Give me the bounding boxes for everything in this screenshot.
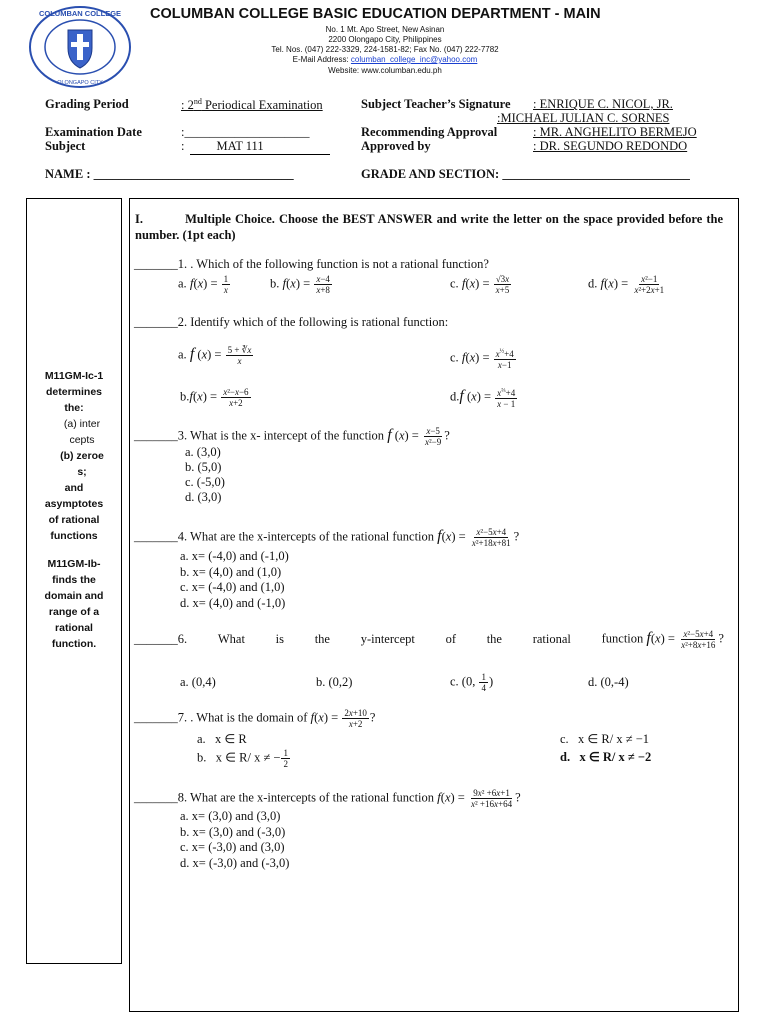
address-line-1: No. 1 Mt. Apo Street, New Asinan	[325, 25, 445, 34]
q2-option-d[interactable]: d.f (x) = $\frac{x^{\frac{2}{3}}+4}{x - 1}$	[450, 387, 516, 409]
q8-option-b[interactable]: b. x= (3,0) and (-3,0)	[180, 824, 286, 839]
q3-option-a[interactable]: a. (3,0)	[185, 445, 221, 459]
competency-1b-line: (b) zeroe	[60, 450, 104, 462]
q6-option-c[interactable]: c. (0, $\frac{1}{4}$ )	[450, 672, 494, 693]
competency-1a-line: (a) inter	[63, 418, 101, 430]
question-6: _______6. What is the y-intercept of the rational function f(x) = $\frac{\text{x²−5x+4}}{\text{x²+8x+16}}$ ?	[134, 629, 724, 650]
grading-period-label: Grading Period	[45, 97, 129, 111]
seal-top-text: COLUMBAN COLLEGE	[38, 9, 122, 18]
school-seal	[24, 4, 136, 90]
exam-date-value: :____________________	[181, 125, 310, 139]
q4-options	[180, 549, 289, 611]
q8-option-a[interactable]: a. x= (3,0) and (3,0)	[180, 809, 281, 823]
question-4-text: _______4. What are the x-intercepts of the rational function	[134, 529, 435, 544]
recommending-approval-label: Recommending Approval	[361, 125, 498, 139]
q6-word: the	[486, 632, 502, 646]
q8-option-c[interactable]: c. x= (-3,0) and (3,0)	[180, 840, 285, 854]
subject-label: Subject	[45, 139, 86, 153]
q7-option-a[interactable]: a. x ∈ R	[197, 732, 247, 746]
competency-2-line: finds the	[52, 574, 96, 586]
q3-option-c[interactable]: c. (-5,0)	[185, 475, 225, 489]
email-label: E-Mail Address:	[292, 55, 349, 64]
competency-1-line: the:	[64, 402, 84, 414]
q6-option-b[interactable]: b. (0,2)	[316, 675, 353, 689]
q6-option-c-text: c. (0,	[450, 674, 476, 689]
q4-option-d[interactable]: d. x= (4,0) and (-1,0)	[180, 595, 286, 610]
question-3: _______3. What is the x- intercept of the function f (x) = $\frac{x-5}{\text{x²−9}}$ ?	[134, 426, 450, 447]
email-link[interactable]: columban_college_inc@yahoo.com	[350, 55, 478, 64]
q8-options	[180, 809, 289, 871]
q3-options	[185, 445, 225, 505]
teacher-name-1: : ENRIQUE C. NICOL, JR.	[533, 97, 673, 111]
q6-word: is	[275, 632, 284, 646]
competency-1a	[42, 416, 122, 448]
q1-option-d[interactable]: d. f(x) = $\frac{\text{x²−1}}{\text{x²+2x+1}}$	[588, 274, 665, 295]
q8-option-d[interactable]: d. x= (-3,0) and (-3,0)	[180, 855, 290, 870]
q4-option-b[interactable]: b. x= (4,0) and (1,0)	[180, 564, 282, 579]
recommending-approval-value: : MR. ANGHELITO BERMEJO	[533, 125, 697, 139]
q7-option-d[interactable]: d. x ∈ R/ x ≠ −2	[560, 750, 652, 764]
q3-option-d[interactable]: d. (3,0)	[185, 490, 222, 504]
q7-option-c[interactable]: c. x ∈ R/ x ≠ −1	[560, 732, 650, 746]
subject-value-row: : MAT 111	[181, 139, 330, 155]
competency-2	[27, 556, 121, 652]
approved-by-label: Approved by	[361, 139, 431, 153]
question-7: _______7. . What is the domain of f(x) = $\frac{2x+10}{x+2}$ ?	[134, 708, 376, 729]
teacher-name-2: :MICHAEL JULIAN C. SORNES	[497, 111, 670, 125]
competency-1c-line: asymptotes	[44, 498, 104, 510]
seal-bottom-text: OLONGAPO CITY	[57, 80, 103, 86]
question-4: _______4. What are the x-intercepts of the rational function f(x) = $\frac{\text{x²−5x+4}}{\text{x²+18x+81}}$ ?	[134, 527, 520, 548]
q2-option-b[interactable]: b.f(x) = $\frac{\text{x²−x−6}}{x+2}$	[180, 387, 249, 408]
competency-2-line: domain and	[44, 590, 104, 602]
question-3-text: _______3. What is the x- intercept of the function	[134, 428, 385, 443]
q6-word: _______6.	[134, 632, 188, 646]
competency-1b-line: s;	[77, 466, 87, 478]
instructions-number: I.	[135, 212, 143, 226]
phone-line: Tel. Nos. (047) 222-3329, 224-1581-82; Fax No. (047) 222-7782	[271, 45, 499, 54]
competency-1c-line: functions	[50, 530, 98, 542]
competency-1	[27, 368, 121, 416]
q6-option-a[interactable]: a. (0,4)	[180, 675, 216, 689]
question-1: _______1. . Which of the following function is not a rational function?	[134, 257, 489, 271]
competency-1a-line: cepts	[69, 434, 95, 446]
teacher-signature-label: Subject Teacher’s Signature	[361, 97, 511, 111]
competency-1-code: M11GM-Ic-1	[44, 370, 104, 382]
q6-word: What	[217, 632, 245, 646]
competency-1c	[27, 480, 121, 544]
competency-2-line: rational	[55, 622, 93, 634]
competency-1c-line: and	[64, 482, 84, 494]
competency-1b	[42, 448, 122, 480]
email-line	[170, 55, 600, 66]
q6-word: y-intercept	[360, 632, 415, 646]
school-title: COLUMBAN COLLEGE BASIC EDUCATION DEPARTMENT - MAIN	[150, 6, 601, 22]
q6-word: of	[445, 632, 456, 646]
q1-option-c[interactable]: c. f(x) = $\frac{√3x}{x+5}$	[450, 274, 510, 295]
q4-option-a[interactable]: a. x= (-4,0) and (-1,0)	[180, 549, 289, 563]
competency-2-line: function.	[51, 638, 97, 650]
address-line-2: 2200 Olongapo City, Philippines	[328, 35, 442, 44]
competency-1-line: determines	[45, 386, 103, 398]
competency-2-line: range of a	[48, 606, 100, 618]
q2-option-a[interactable]: a. f (x) = $\frac{5 + ∛x}{x}$	[178, 345, 252, 366]
q6-word: the	[314, 632, 330, 646]
q4-option-c[interactable]: c. x= (-4,0) and (1,0)	[180, 580, 285, 594]
approved-by-value: : DR. SEGUNDO REDONDO	[533, 139, 688, 153]
q3-option-b[interactable]: b. (5,0)	[185, 460, 222, 474]
subject-value: MAT 111	[190, 139, 330, 155]
question-2: _______2. Identify which of the following is rational function:	[134, 315, 449, 329]
q6-word: function	[601, 631, 644, 646]
name-field[interactable]: NAME : ________________________________	[45, 167, 294, 181]
q6-option-d[interactable]: d. (0,-4)	[588, 675, 629, 689]
grading-period-value: : 2nd Periodical Examination	[181, 97, 323, 113]
instructions-text: Multiple Choice. Choose the BEST ANSWER and write the letter on the space provided before the number. (1pt each)	[135, 212, 723, 242]
question-8: _______8. What are the x-intercepts of the rational function f(x) = $\frac{\text{9x² +6x+1}}{\text{x² +16x+64}}$ ?	[134, 788, 521, 809]
competency-2-code: M11GM-Ib-	[47, 558, 101, 570]
q7-option-b[interactable]: b. x ∈ R/ x ≠ − $\frac{1}{2}$	[197, 748, 288, 769]
q1-option-a[interactable]: a. f(x) = $\frac{1}{x}$	[178, 274, 229, 295]
competency-1c-line: of rational	[48, 514, 100, 526]
website-line: Website: www.columban.edu.ph	[328, 66, 442, 75]
instructions	[135, 211, 723, 243]
q1-option-b[interactable]: b. f(x) = $\frac{x-4}{x+8}$	[270, 274, 330, 295]
exam-date-label: Examination Date	[45, 125, 142, 139]
q6-word: rational	[532, 632, 571, 646]
q2-option-c[interactable]: c. f(x) = $\frac{x^{\frac{1}{2}}+4}{x-1}$	[450, 349, 514, 370]
question-7-text: _______7. . What is the domain of	[134, 710, 308, 725]
question-8-text: _______8. What are the x-intercepts of the rational function	[134, 790, 435, 805]
grade-section-field[interactable]: GRADE AND SECTION: ______________________________	[361, 167, 690, 181]
